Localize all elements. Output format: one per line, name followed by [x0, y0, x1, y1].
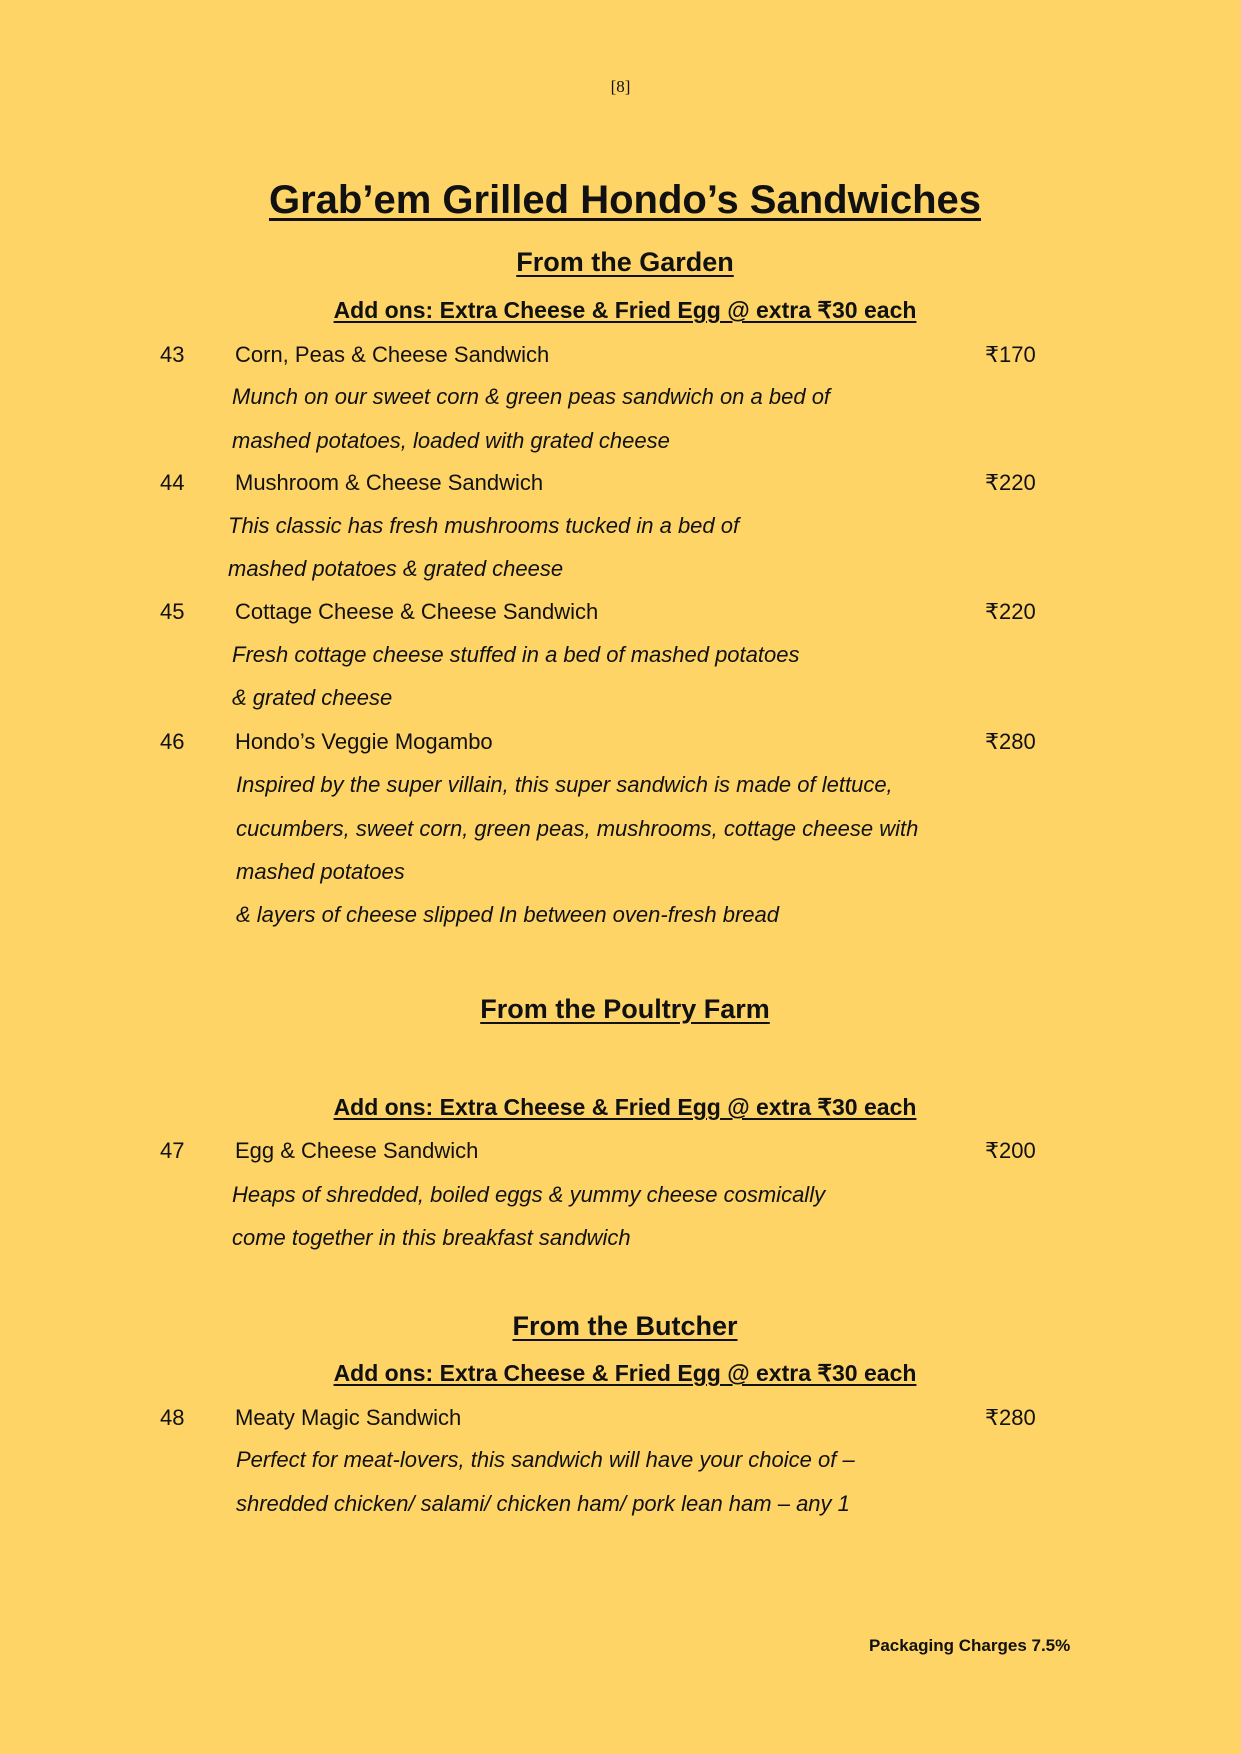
item-name: Mushroom & Cheese Sandwich — [235, 470, 544, 495]
item-description: shredded chicken/ salami/ chicken ham/ pork lean ham – any 1 — [236, 1491, 850, 1516]
item-description: come together in this breakfast sandwich — [232, 1225, 631, 1250]
item-name: Cottage Cheese & Cheese Sandwich — [235, 599, 599, 624]
item-price: ₹280 — [985, 729, 1036, 754]
item-description: mashed potatoes, loaded with grated cheese — [232, 428, 670, 453]
section-heading-garden: From the Garden — [516, 247, 734, 277]
item-description: mashed potatoes & grated cheese — [228, 556, 564, 581]
item-name: Hondo’s Veggie Mogambo — [235, 729, 493, 754]
item-description: Munch on our sweet corn & green peas sandwich on a bed of — [232, 384, 831, 409]
item-number: 46 — [160, 729, 185, 754]
item-description: & layers of cheese slipped In between oven-fresh bread — [236, 902, 779, 927]
item-price: ₹220 — [985, 470, 1036, 495]
item-number: 48 — [160, 1405, 185, 1430]
section-heading-poultry: From the Poultry Farm — [480, 994, 770, 1024]
item-description: cucumbers, sweet corn, green peas, mushrooms, cottage cheese with — [236, 816, 919, 841]
item-name: Corn, Peas & Cheese Sandwich — [235, 342, 550, 367]
item-description: Fresh cottage cheese stuffed in a bed of mashed potatoes — [232, 642, 800, 667]
item-description: Perfect for meat-lovers, this sandwich will have your choice of – — [236, 1447, 855, 1472]
item-description: mashed potatoes — [236, 859, 405, 884]
item-price: ₹280 — [985, 1405, 1036, 1430]
addons-note-poultry: Add ons: Extra Cheese & Fried Egg @ extra ₹30 each — [333, 1094, 917, 1120]
page-number: [8] — [610, 77, 631, 96]
item-number: 47 — [160, 1138, 185, 1163]
page-title: Grab’em Grilled Hondo’s Sandwiches — [268, 178, 981, 222]
item-price: ₹220 — [985, 599, 1036, 624]
item-description: This classic has fresh mushrooms tucked in a bed of — [228, 513, 740, 538]
item-name: Egg & Cheese Sandwich — [235, 1138, 479, 1163]
item-number: 43 — [160, 342, 185, 367]
item-price: ₹200 — [985, 1138, 1036, 1163]
item-description: Heaps of shredded, boiled eggs & yummy cheese cosmically — [232, 1182, 826, 1207]
item-description: & grated cheese — [232, 685, 393, 710]
item-description: Inspired by the super villain, this super sandwich is made of lettuce, — [236, 772, 893, 797]
addons-note-garden: Add ons: Extra Cheese & Fried Egg @ extra ₹30 each — [333, 297, 917, 323]
item-price: ₹170 — [985, 342, 1036, 367]
item-number: 45 — [160, 599, 185, 624]
item-name: Meaty Magic Sandwich — [235, 1405, 462, 1430]
addons-note-butcher: Add ons: Extra Cheese & Fried Egg @ extra ₹30 each — [333, 1360, 917, 1386]
packaging-charges-note: Packaging Charges 7.5% — [869, 1636, 1071, 1655]
section-heading-butcher: From the Butcher — [512, 1311, 738, 1341]
item-number: 44 — [160, 470, 185, 495]
